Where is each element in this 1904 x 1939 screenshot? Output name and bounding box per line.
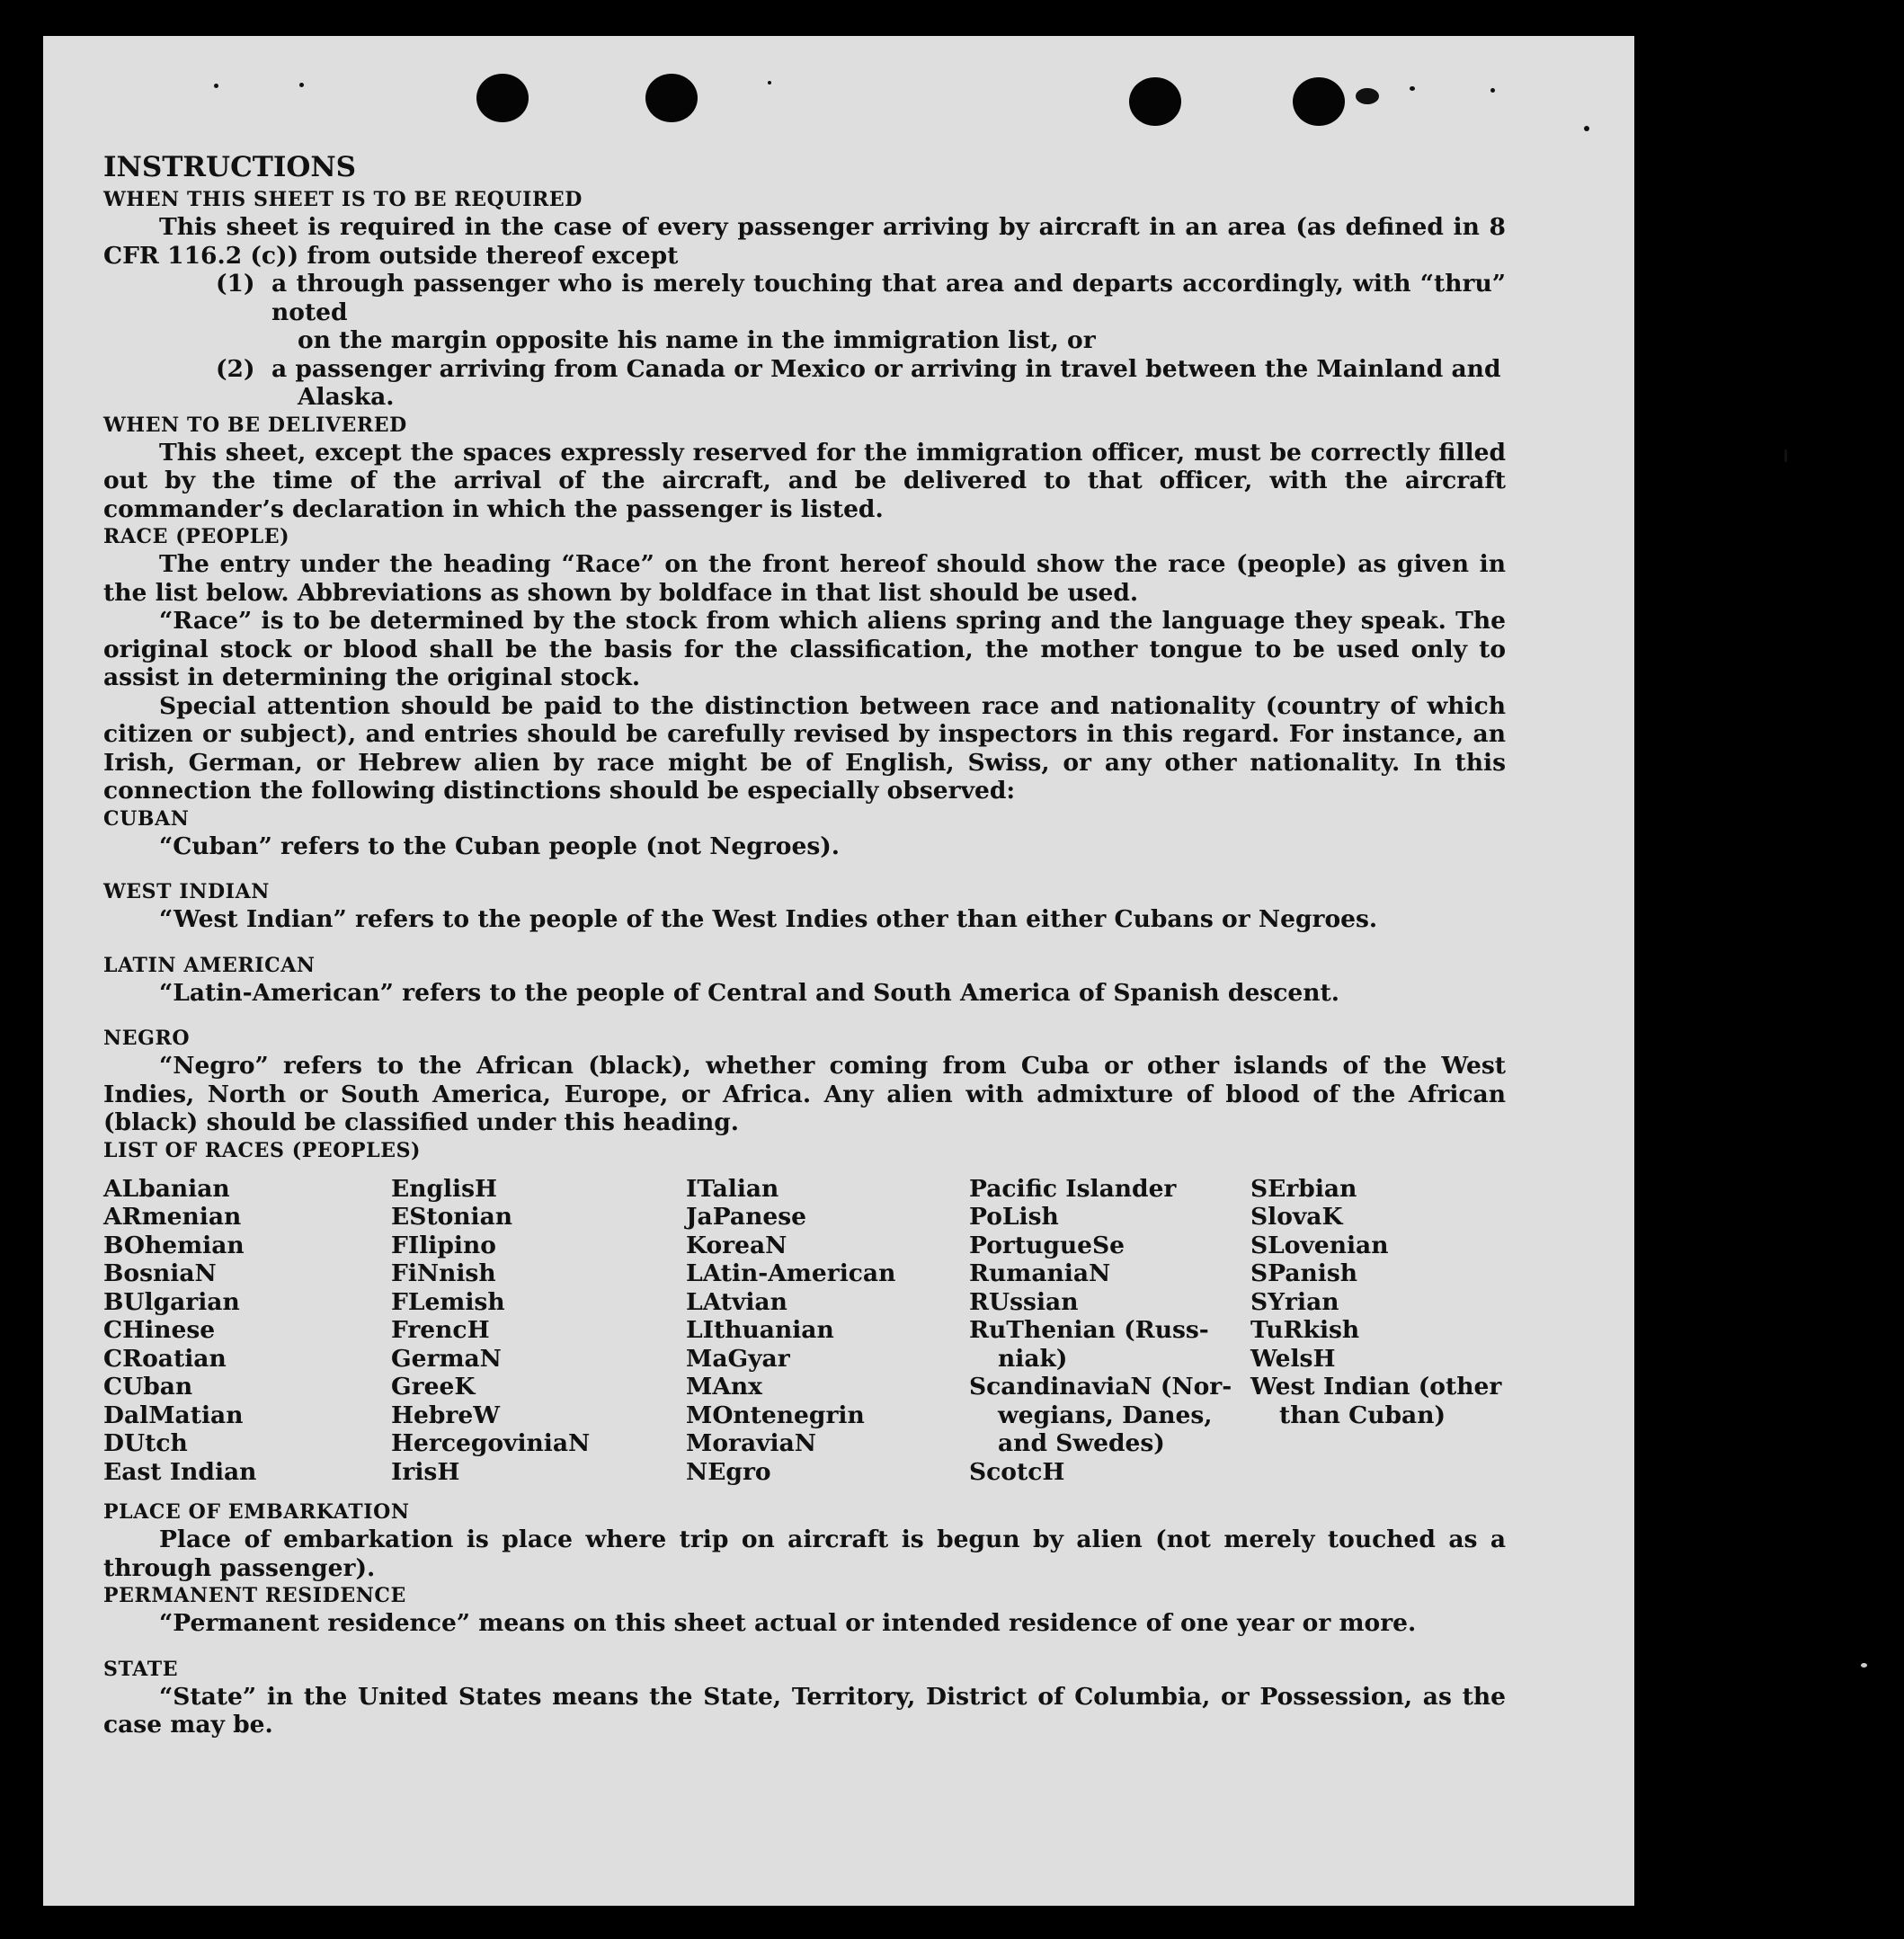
race-item: ARmenian (103, 1203, 242, 1231)
race-item: RUssian (969, 1287, 1079, 1316)
race-item-continued: wegians, Danes, (998, 1401, 1213, 1429)
race-item: EnglisH (391, 1174, 498, 1203)
race-column-3 (686, 1175, 969, 1487)
race-item: GreeK (391, 1373, 476, 1401)
speck (1410, 86, 1415, 91)
race-item: ALbanian (103, 1174, 230, 1203)
race-paragraph-2: “Race” is to be determined by the stock from which aliens spring and the language they speak. The original stock or blood shall be the basis for the classification, the mother tongue to be used only to assist in determining the original stock. (103, 607, 1506, 691)
race-item: DUtch (103, 1429, 188, 1457)
delivered-text: This sheet, except the spaces expressly reserved for the immigration officer, must be correctly filled out by the time of the arrival of the aircraft, and be delivered to that officer, with the aircraft commander’s declaration in which the passenger is listed. (103, 438, 1506, 523)
punch-hole (1293, 77, 1345, 126)
speck (299, 83, 304, 87)
race-item-continued: than Cuban) (1279, 1401, 1446, 1429)
residence-text: “Permanent residence” means on this sheet actual or intended residence of one year or more. (159, 1609, 1417, 1637)
item-number: (2) (216, 354, 255, 383)
race-list (103, 1175, 1506, 1487)
state-text: “State” in the United States means the State, Territory, District of Columbia, or Possession, as the case may be. (103, 1682, 1506, 1739)
race-item: DalMatian (103, 1401, 244, 1429)
negro-text: “Negro” refers to the African (black), whether coming from Cuba or other islands of the West Indies, North or South America, Europe, or Africa. Any alien with admixture of blood of the African (black) should be classified under this heading. (103, 1052, 1506, 1136)
race-item: CUban (103, 1373, 193, 1401)
item-text: a through passenger who is merely touching that area and departs accordingly, with “thru” noted (271, 270, 1506, 326)
required-intro: This sheet is required in the case of every passenger arriving by aircraft in an area (as defined in 8 CFR 116.2 (c)) from outside thereof except (103, 213, 1506, 270)
punch-hole (1129, 77, 1181, 126)
section-heading-list-of-races: LIST OF RACES (PEOPLES) (103, 1138, 422, 1162)
latin-american-text: “Latin-American” refers to the people of Central and South America of Spanish descent. (159, 978, 1339, 1007)
embarkation-text: Place of embarkation is place where trip on aircraft is begun by alien (not merely touched as a through passenger). (103, 1525, 1506, 1582)
race-column-4 (969, 1175, 1250, 1487)
race-column-5 (1250, 1175, 1502, 1487)
punch-hole (476, 74, 529, 122)
race-item: EStonian (391, 1203, 513, 1231)
race-item: RuThenian (Russ- (969, 1316, 1209, 1344)
race-item: MOntenegrin (686, 1401, 865, 1429)
race-item: KoreaN (686, 1231, 787, 1259)
race-item: HercegoviniaN (391, 1429, 591, 1457)
race-item: Pacific Islander (969, 1174, 1177, 1203)
race-item: PortugueSe (969, 1231, 1125, 1259)
section-heading-delivered: WHEN TO BE DELIVERED (103, 413, 407, 437)
race-item: BOhemian (103, 1231, 245, 1259)
race-item: LAtin-American (686, 1259, 896, 1287)
race-item: WelsH (1250, 1344, 1336, 1373)
race-item: NEgro (686, 1457, 771, 1486)
race-item: PoLish (969, 1203, 1059, 1231)
race-item: SYrian (1250, 1287, 1339, 1316)
race-item: RumaniaN (969, 1259, 1111, 1287)
race-item: MAnx (686, 1373, 762, 1401)
race-paragraph-3: Special attention should be paid to the distinction between race and nationality (country of which citizen or subject), and entries should be carefully revised by inspectors in this regard. For instance, an Irish, German, or Hebrew alien by race might be of English, Swiss, or any other nationality. In this connection the following distinctions should be especially observed: (103, 691, 1506, 805)
document-page (43, 36, 1634, 1906)
race-column-1 (103, 1175, 391, 1487)
race-item: BUlgarian (103, 1287, 240, 1316)
race-item-continued: niak) (998, 1344, 1068, 1373)
race-item: FLemish (391, 1287, 505, 1316)
section-heading-negro: NEGRO (103, 1027, 191, 1050)
item-text-continued: on the margin opposite his name in the immigration list, or (298, 326, 1096, 354)
race-item: ScotcH (969, 1457, 1065, 1486)
item-number: (1) (216, 270, 255, 298)
instructions-content (103, 148, 1506, 1739)
speck (214, 84, 218, 88)
race-item: ScandinaviaN (Nor- (969, 1373, 1232, 1401)
race-item: CRoatian (103, 1344, 227, 1373)
exception-item-1 (216, 270, 1506, 355)
race-item: FiNnish (391, 1259, 496, 1287)
speck (768, 81, 771, 84)
cuban-text: “Cuban” refers to the Cuban people (not Negroes). (159, 832, 840, 860)
race-item: LIthuanian (686, 1316, 834, 1344)
race-item: CHinese (103, 1316, 216, 1344)
item-text: a passenger arriving from Canada or Mexico or arriving in travel between the Mainland and (271, 354, 1501, 383)
section-heading-west-indian: WEST INDIAN (103, 880, 270, 903)
race-item: MaGyar (686, 1344, 790, 1373)
item-text-continued: Alaska. (298, 383, 395, 411)
speck (1356, 88, 1379, 104)
race-column-2 (391, 1175, 686, 1487)
race-item: FIlipino (391, 1231, 496, 1259)
race-item: HebreW (391, 1401, 501, 1429)
speck (1861, 1663, 1867, 1668)
section-heading-state: STATE (103, 1657, 179, 1681)
speck (1584, 126, 1589, 131)
section-heading-latin-american: LATIN AMERICAN (103, 953, 316, 977)
speck (1784, 449, 1787, 462)
race-item: SPanish (1250, 1259, 1358, 1287)
race-item: GermaN (391, 1344, 502, 1373)
section-heading-required: WHEN THIS SHEET IS TO BE REQUIRED (103, 188, 583, 211)
race-item: MoraviaN (686, 1429, 816, 1457)
race-item: TuRkish (1250, 1316, 1360, 1344)
race-item: SLovenian (1250, 1231, 1389, 1259)
race-item: ITalian (686, 1174, 779, 1203)
race-item: East Indian (103, 1457, 257, 1486)
race-item: SErbian (1250, 1174, 1357, 1203)
punch-hole (645, 74, 698, 122)
section-heading-residence: PERMANENT RESIDENCE (103, 1584, 406, 1607)
race-item: West Indian (other (1250, 1373, 1502, 1401)
west-indian-text: “West Indian” refers to the people of the West Indies other than either Cubans or Negroes. (159, 905, 1378, 933)
race-paragraph-1: The entry under the heading “Race” on the front hereof should show the race (people) as given in the list below. Abbreviations as shown by boldface in that list should be used. (103, 550, 1506, 607)
race-item: FrencH (391, 1316, 490, 1344)
race-item: IrisH (391, 1457, 460, 1486)
speck (1490, 88, 1495, 93)
race-item: LAtvian (686, 1287, 787, 1316)
race-item-continued: and Swedes) (998, 1429, 1165, 1457)
race-item: BosniaN (103, 1259, 217, 1287)
page-title: INSTRUCTIONS (103, 151, 357, 183)
section-heading-embarkation: PLACE OF EMBARKATION (103, 1500, 410, 1524)
exception-item-2 (216, 355, 1506, 412)
section-heading-cuban: CUBAN (103, 806, 190, 831)
race-item: JaPanese (686, 1203, 807, 1231)
race-item: SlovaK (1250, 1203, 1343, 1231)
section-heading-race: RACE (PEOPLE) (103, 525, 290, 548)
